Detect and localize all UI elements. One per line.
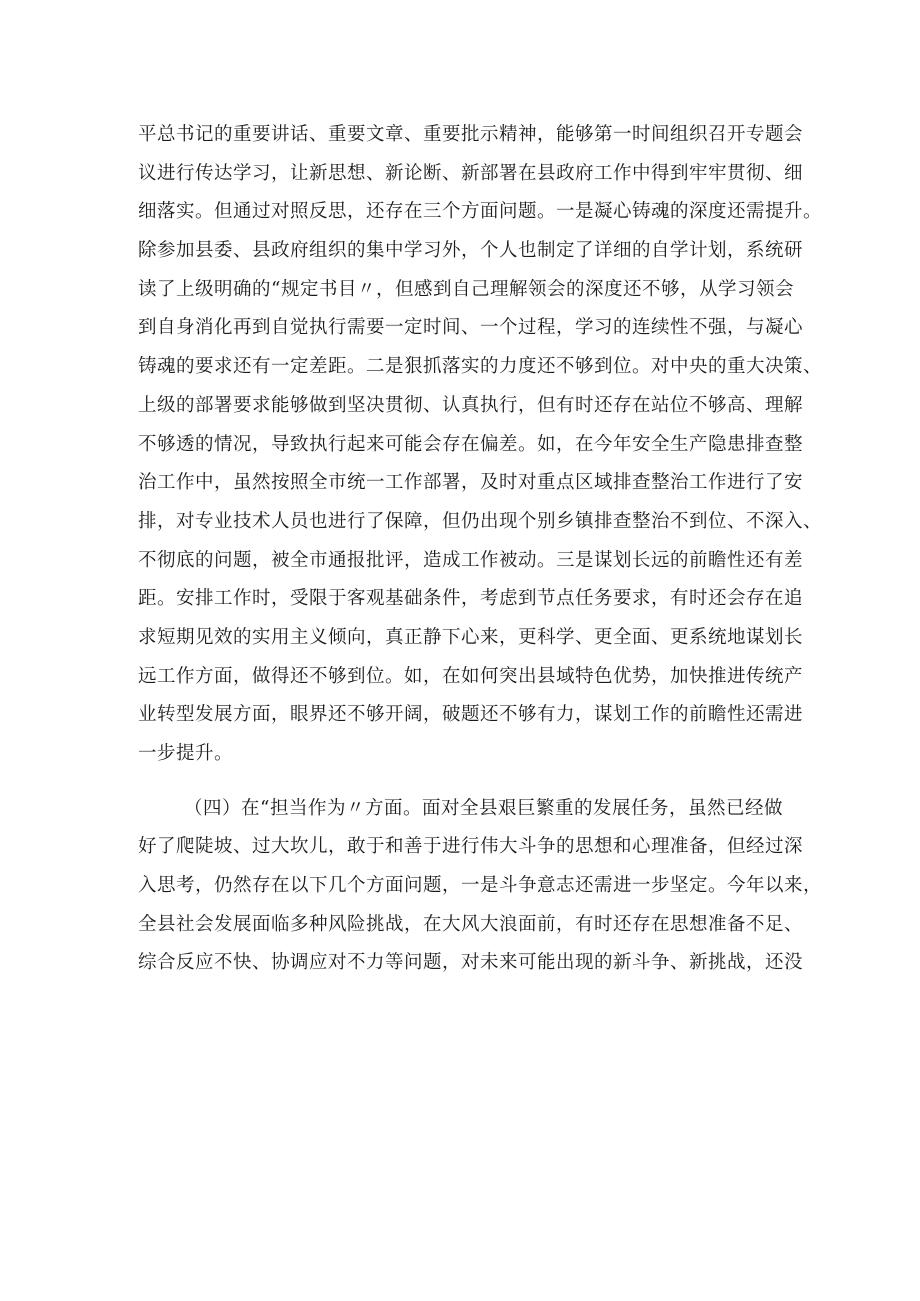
text-line: 读了上级明确的“规定书目〃，但感到自己理解领会的深度还不够，从学习领会 bbox=[138, 278, 794, 300]
text-line: 不够透的情况，导致执行起来可能会存在偏差。如，在今年安全生产隐患排查整 bbox=[138, 433, 804, 455]
text-line: （四）在“担当作为〃方面。面对全县艰巨繁重的发展任务，虽然已经做 bbox=[184, 797, 783, 819]
text-line: 排，对专业技术人员也进行了保障，但仍出现个别乡镇排查整治不到位、不深入、 bbox=[138, 510, 823, 532]
text-line: 综合反应不快、协调应对不力等问题，对未来可能出现的新斗争、新挑战，还没 bbox=[138, 952, 804, 974]
text-line: 入思考，仍然存在以下几个方面问题，一是斗争意志还需进一步坚定。今年以来， bbox=[138, 875, 823, 897]
document-body bbox=[138, 116, 838, 983]
text-line: 好了爬陡坡、过大坎儿，敢于和善于进行伟大斗争的思想和心理准备，但经过深 bbox=[138, 836, 804, 858]
text-line: 求短期见效的实用主义倾向，真正静下心来，更科学、更全面、更系统地谋划长 bbox=[138, 626, 804, 648]
text-line: 细落实。但通过对照反思，还存在三个方面问题。一是凝心铸魂的深度还需提升。 bbox=[138, 201, 823, 223]
text-line: 一步提升。 bbox=[138, 743, 234, 764]
text-line: 远工作方面，做得还不够到位。如，在如何突出县域特色优势，加快推进传统产 bbox=[138, 665, 804, 687]
text-line: 上级的部署要求能够做到坚决贯彻、认真执行，但有时还存在站位不够高、理解 bbox=[138, 394, 804, 416]
text-line: 除参加县委、县政府组织的集中学习外，个人也制定了详细的自学计划，系统研 bbox=[138, 240, 804, 262]
text-line: 全县社会发展面临多种风险挑战，在大风大浪面前，有时还存在思想准备不足、 bbox=[138, 913, 804, 935]
text-line: 到自身消化再到自觉执行需要一定时间、一个过程，学习的连续性不强，与凝心 bbox=[138, 317, 804, 339]
text-line: 议进行传达学习，让新思想、新论断、新部署在县政府工作中得到牢牢贯彻、细 bbox=[138, 162, 804, 184]
text-line: 不彻底的问题，被全市通报批评，造成工作被动。三是谋划长远的前瞻性还有差 bbox=[138, 549, 804, 571]
text-line: 平总书记的重要讲话、重要文章、重要批示精神，能够第一时间组织召开专题会 bbox=[138, 124, 804, 145]
paragraph-1 bbox=[138, 116, 838, 774]
paragraph-2 bbox=[138, 790, 838, 983]
text-line: 治工作中，虽然按照全市统一工作部署，及时对重点区域排查整治工作进行了安 bbox=[138, 472, 804, 494]
text-line: 距。安排工作时，受限于客观基础条件，考虑到节点任务要求，有时还会存在追 bbox=[138, 588, 804, 610]
text-line: 业转型发展方面，眼界还不够开阔，破题还不够有力，谋划工作的前瞻性还需进 bbox=[138, 704, 804, 726]
text-line: 铸魂的要求还有一定差距。二是狠抓落实的力度还不够到位。对中央的重大决策、 bbox=[138, 356, 823, 378]
